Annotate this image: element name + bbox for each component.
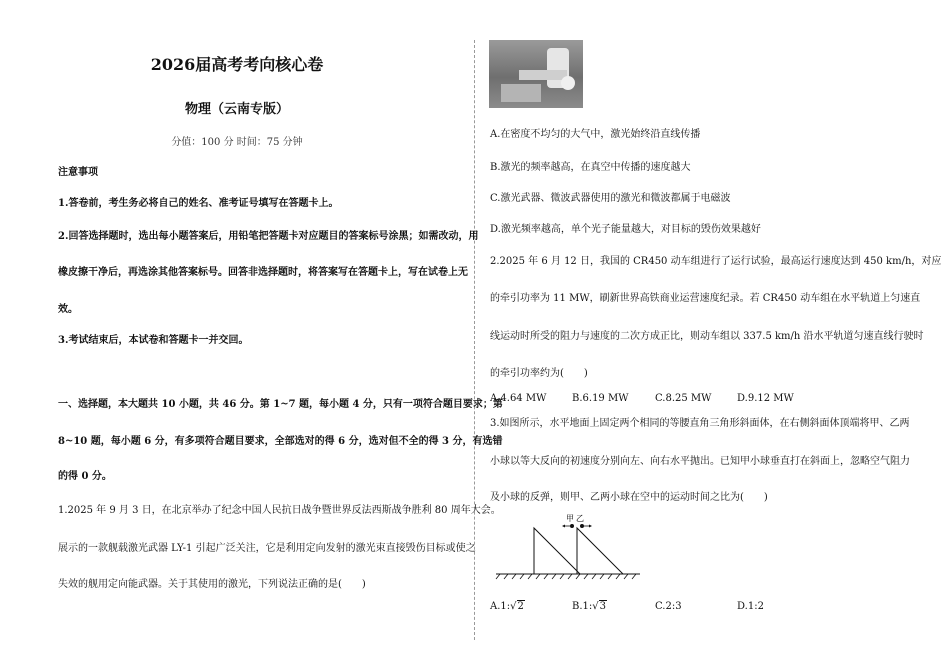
- question-2-option-a: A.4.64 MW: [490, 393, 547, 404]
- label-jia: 甲: [566, 514, 574, 523]
- question-1-option-b: B.激光的频率越高，在真空中传播的速度越大: [490, 162, 691, 173]
- left-incline: [534, 528, 580, 574]
- question-1-line-3: 失效的舰用定向能武器。关于其使用的激光，下列说法正确的是( ): [58, 579, 366, 590]
- notes-heading: 注意事项: [58, 167, 98, 178]
- question-1-line-1: 1.2025 年 9 月 3 日，在北京举办了纪念中国人民抗日战争暨世界反法西斯战争胜利 80 周年大会。: [58, 505, 501, 516]
- question-3-option-b: B.1:√3: [572, 601, 607, 612]
- note-2-line-3: 效。: [58, 304, 78, 315]
- question-1-option-a: A.在密度不均匀的大气中，激光始终沿直线传播: [490, 129, 701, 140]
- section-1-line-2: 8~10 题，每小题 6 分，有多项符合题目要求，全部选对的得 6 分，选对但不全的得 3 分，有选错: [58, 436, 503, 447]
- exam-title: 2026届高考考向核心卷: [150, 55, 324, 74]
- question-1-line-2: 展示的一款舰载激光武器 LY-1 引起广泛关注，它是利用定向发射的激光束直接毁伤目标或使之: [58, 543, 476, 554]
- question-1-option-d: D.激光频率越高，单个光子能量越大，对目标的毁伤效果越好: [490, 224, 761, 235]
- right-incline: [577, 528, 623, 574]
- section-1-line-3: 的得 0 分。: [58, 471, 112, 482]
- question-3-line-3: 及小球的反弹，则甲、乙两小球在空中的运动时间之比为( ): [490, 492, 768, 503]
- question-2-line-3: 线运动时所受的阻力与速度的二次方成正比，则动车组以 337.5 km/h 沿水平轨道匀速直线行驶时: [490, 331, 924, 342]
- question-2-option-d: D.9.12 MW: [737, 393, 794, 404]
- note-3: 3.考试结束后，本试卷和答题卡一并交回。: [58, 335, 249, 346]
- question-3-option-a: A.1:√2: [490, 601, 524, 612]
- ground-hatching: [496, 574, 636, 579]
- laser-weapon-photo: [489, 40, 583, 108]
- question-2-line-1: 2.2025 年 6 月 12 日，我国的 CR450 动车组进行了运行试验，最高运行速度达到 450 km/h，对应: [490, 256, 942, 267]
- note-1: 1.答卷前，考生务必将自己的姓名、准考证号填写在答题卡上。: [58, 198, 339, 209]
- inclines-figure: [490, 512, 650, 584]
- question-3-line-2: 小球以等大反向的初速度分别向左、向右水平抛出。已知甲小球垂直打在斜面上，忽略空气阻力: [490, 456, 910, 467]
- question-2-option-b: B.6.19 MW: [572, 393, 629, 404]
- label-yi: 乙: [576, 514, 584, 523]
- question-1-option-c: C.激光武器、微波武器使用的激光和微波都属于电磁波: [490, 193, 731, 204]
- section-1-line-1: 一、选择题，本大题共 10 小题，共 46 分。第 1~7 题，每小题 4 分，只有一项符合题目要求；第: [58, 399, 503, 410]
- note-2-line-2: 橡皮擦干净后，再选涂其他答案标号。回答非选择题时，将答案写在答题卡上，写在试卷上无: [58, 267, 468, 278]
- ball-yi: [580, 524, 584, 528]
- question-3-line-1: 3.如图所示，水平地面上固定两个相同的等腰直角三角形斜面体，在右侧斜面体顶端将甲、乙两: [490, 418, 910, 429]
- question-3-option-d: D.1:2: [737, 601, 764, 612]
- exam-meta: 分值：100 分 时间：75 分钟: [171, 137, 303, 148]
- question-2-line-4: 的牵引功率约为( ): [490, 368, 588, 379]
- exam-subtitle: 物理（云南专版）: [184, 102, 289, 117]
- ball-jia: [570, 524, 574, 528]
- question-3-option-c: C.2:3: [655, 601, 682, 612]
- question-2-option-c: C.8.25 MW: [655, 393, 712, 404]
- question-2-line-2: 的牵引功率为 11 MW，刷新世界高铁商业运营速度纪录。若 CR450 动车组在水平轨道上匀速直: [490, 293, 921, 304]
- note-2-line-1: 2.回答选择题时，选出每小题答案后，用铅笔把答题卡对应题目的答案标号涂黑；如需改动，用: [58, 231, 479, 242]
